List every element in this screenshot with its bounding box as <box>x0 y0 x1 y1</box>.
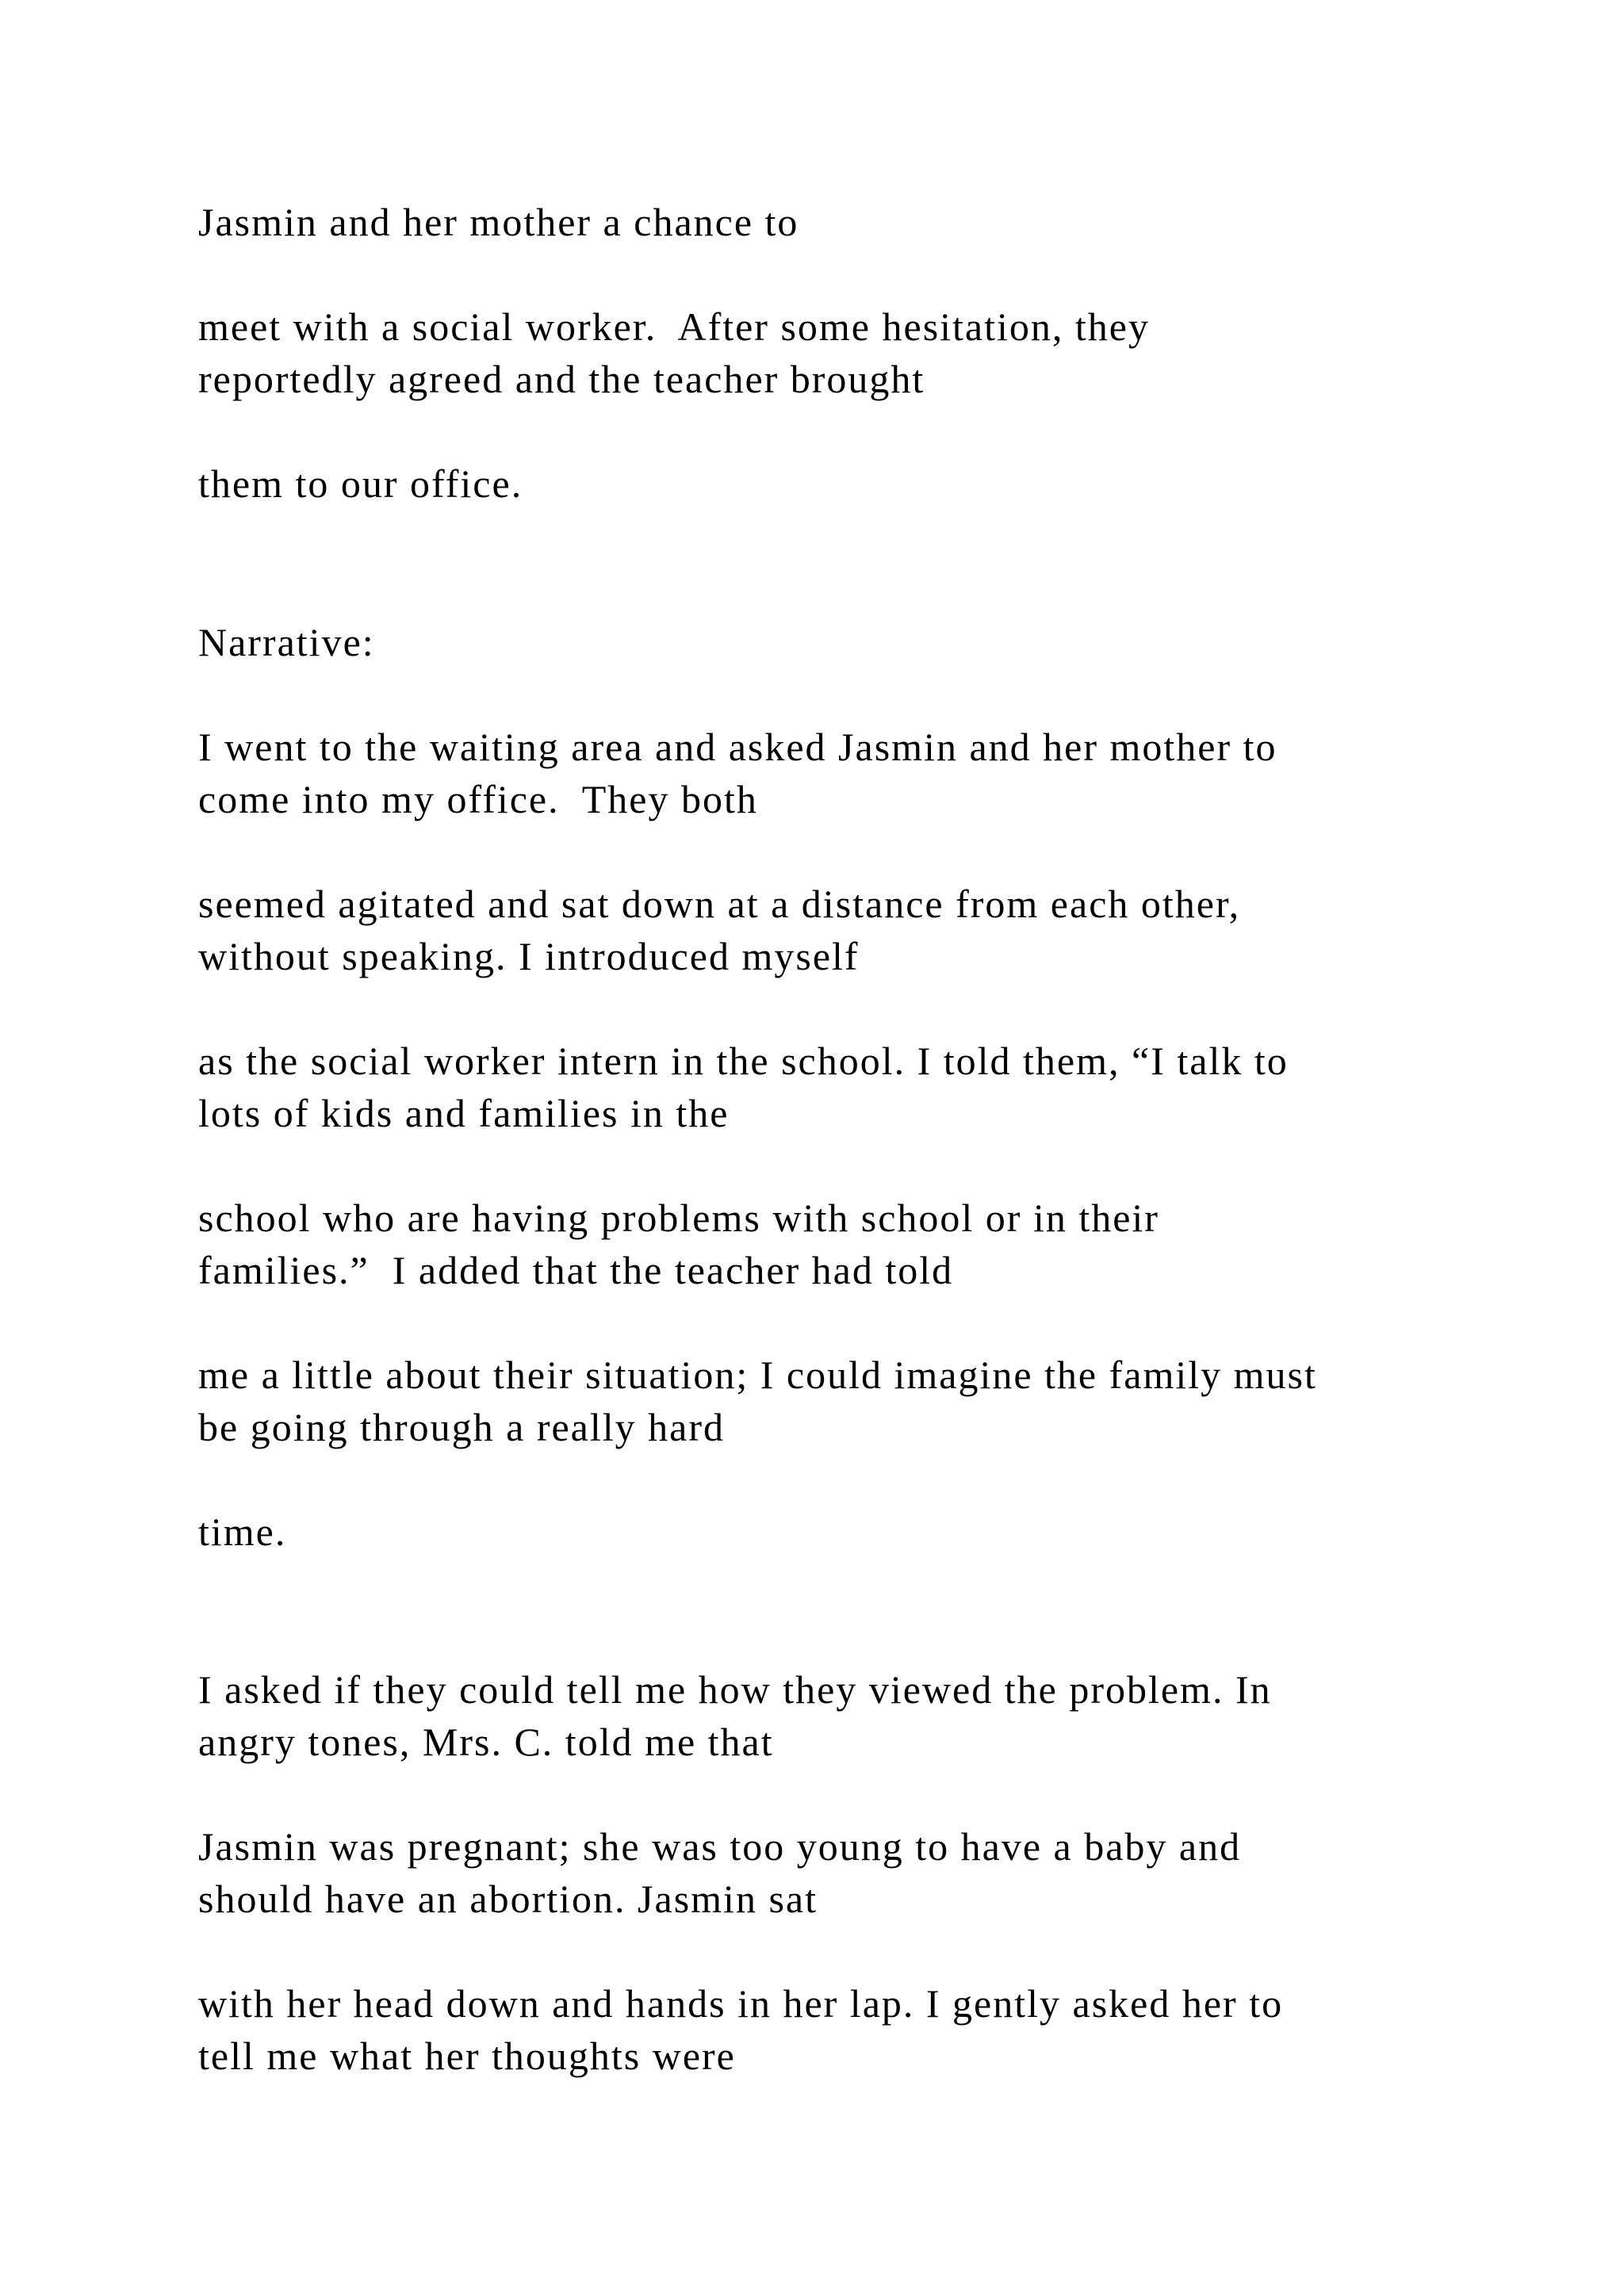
text-line: without speaking. I introduced myself <box>198 934 860 978</box>
text-line: I went to the waiting area and asked Jasmin and her mother to <box>198 725 1277 769</box>
text-line: angry tones, Mrs. C. told me that <box>198 1720 774 1764</box>
text-line: meet with a social worker. After some hesitation, they <box>198 304 1150 349</box>
text-line: tell me what her thoughts were <box>198 2034 736 2078</box>
text-line: families.” I added that the teacher had told <box>198 1248 954 1292</box>
text-line: time. <box>198 1510 287 1554</box>
text-line: reportedly agreed and the teacher brought <box>198 357 925 401</box>
text-line: with her head down and hands in her lap. I gently asked her to <box>198 1981 1284 2026</box>
text-line: Jasmin and her mother a chance to <box>198 200 799 244</box>
text-line: seemed agitated and sat down at a distance from each other, <box>198 882 1241 926</box>
text-line: lots of kids and families in the <box>198 1091 730 1135</box>
text-line: I asked if they could tell me how they viewed the problem. In <box>198 1667 1272 1712</box>
text-line: them to our office. <box>198 461 523 506</box>
text-line: school who are having problems with school or in their <box>198 1196 1159 1240</box>
text-line: should have an abortion. Jasmin sat <box>198 1877 818 1921</box>
text-line: as the social worker intern in the school. I told them, “I talk to <box>198 1039 1289 1083</box>
text-line: Jasmin was pregnant; she was too young to have a baby and <box>198 1824 1242 1869</box>
text-line: be going through a really hard <box>198 1405 725 1449</box>
text-line: come into my office. They both <box>198 777 758 821</box>
text-line: me a little about their situation; I could imagine the family must <box>198 1353 1317 1397</box>
section-heading: Narrative: <box>198 620 375 664</box>
